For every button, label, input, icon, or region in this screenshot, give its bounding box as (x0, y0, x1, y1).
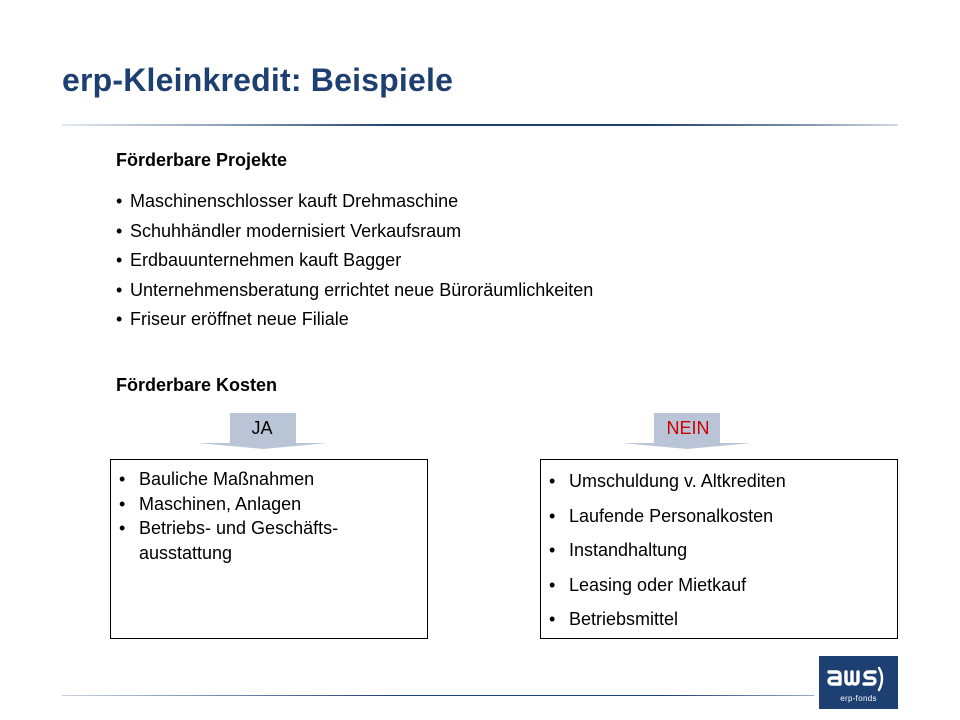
list-item: • Schuhhändler modernisiert Verkaufsraum (116, 220, 462, 241)
nein-label: NEIN (666, 418, 710, 438)
list-item: • Umschuldung v. Altkrediten (549, 471, 786, 491)
list-item: • Unternehmensberatung errichtet neue Büroräumlichkeiten (116, 279, 594, 300)
ja-list (119, 467, 338, 565)
list-item: • Erdbauunternehmen kauft Bagger (116, 250, 402, 270)
ja-arrow (198, 413, 328, 449)
ja-label: JA (251, 418, 273, 438)
nein-box (540, 459, 898, 639)
page-title: erp-Kleinkredit: Beispiele (62, 62, 454, 98)
nein-list (549, 464, 786, 637)
title-divider (62, 124, 898, 126)
logo-subtext: erp-fonds (840, 694, 877, 703)
ja-box (110, 459, 428, 639)
footer-divider (62, 695, 814, 696)
list-item: • Maschinen, Anlagen (119, 493, 302, 514)
list-item: • Maschinenschlosser kauft Drehmaschine (116, 191, 459, 211)
aws-logo (819, 656, 898, 709)
list-item: • Bauliche Maßnahmen (119, 469, 315, 489)
list-item: • Instandhaltung (549, 540, 688, 560)
kosten-heading: Förderbare Kosten (116, 375, 278, 395)
aws-logo-icon (819, 656, 898, 696)
projekte-heading: Förderbare Projekte (116, 150, 288, 170)
list-item: • Betriebs- und Geschäfts- ausstattung (119, 518, 339, 563)
nein-arrow (622, 413, 752, 449)
list-item: • Betriebsmittel (549, 609, 679, 629)
projekte-list (116, 187, 593, 335)
list-item: • Leasing oder Mietkauf (549, 574, 747, 595)
list-item: • Laufende Personalkosten (549, 505, 774, 526)
list-item: • Friseur eröffnet neue Filiale (116, 309, 349, 329)
